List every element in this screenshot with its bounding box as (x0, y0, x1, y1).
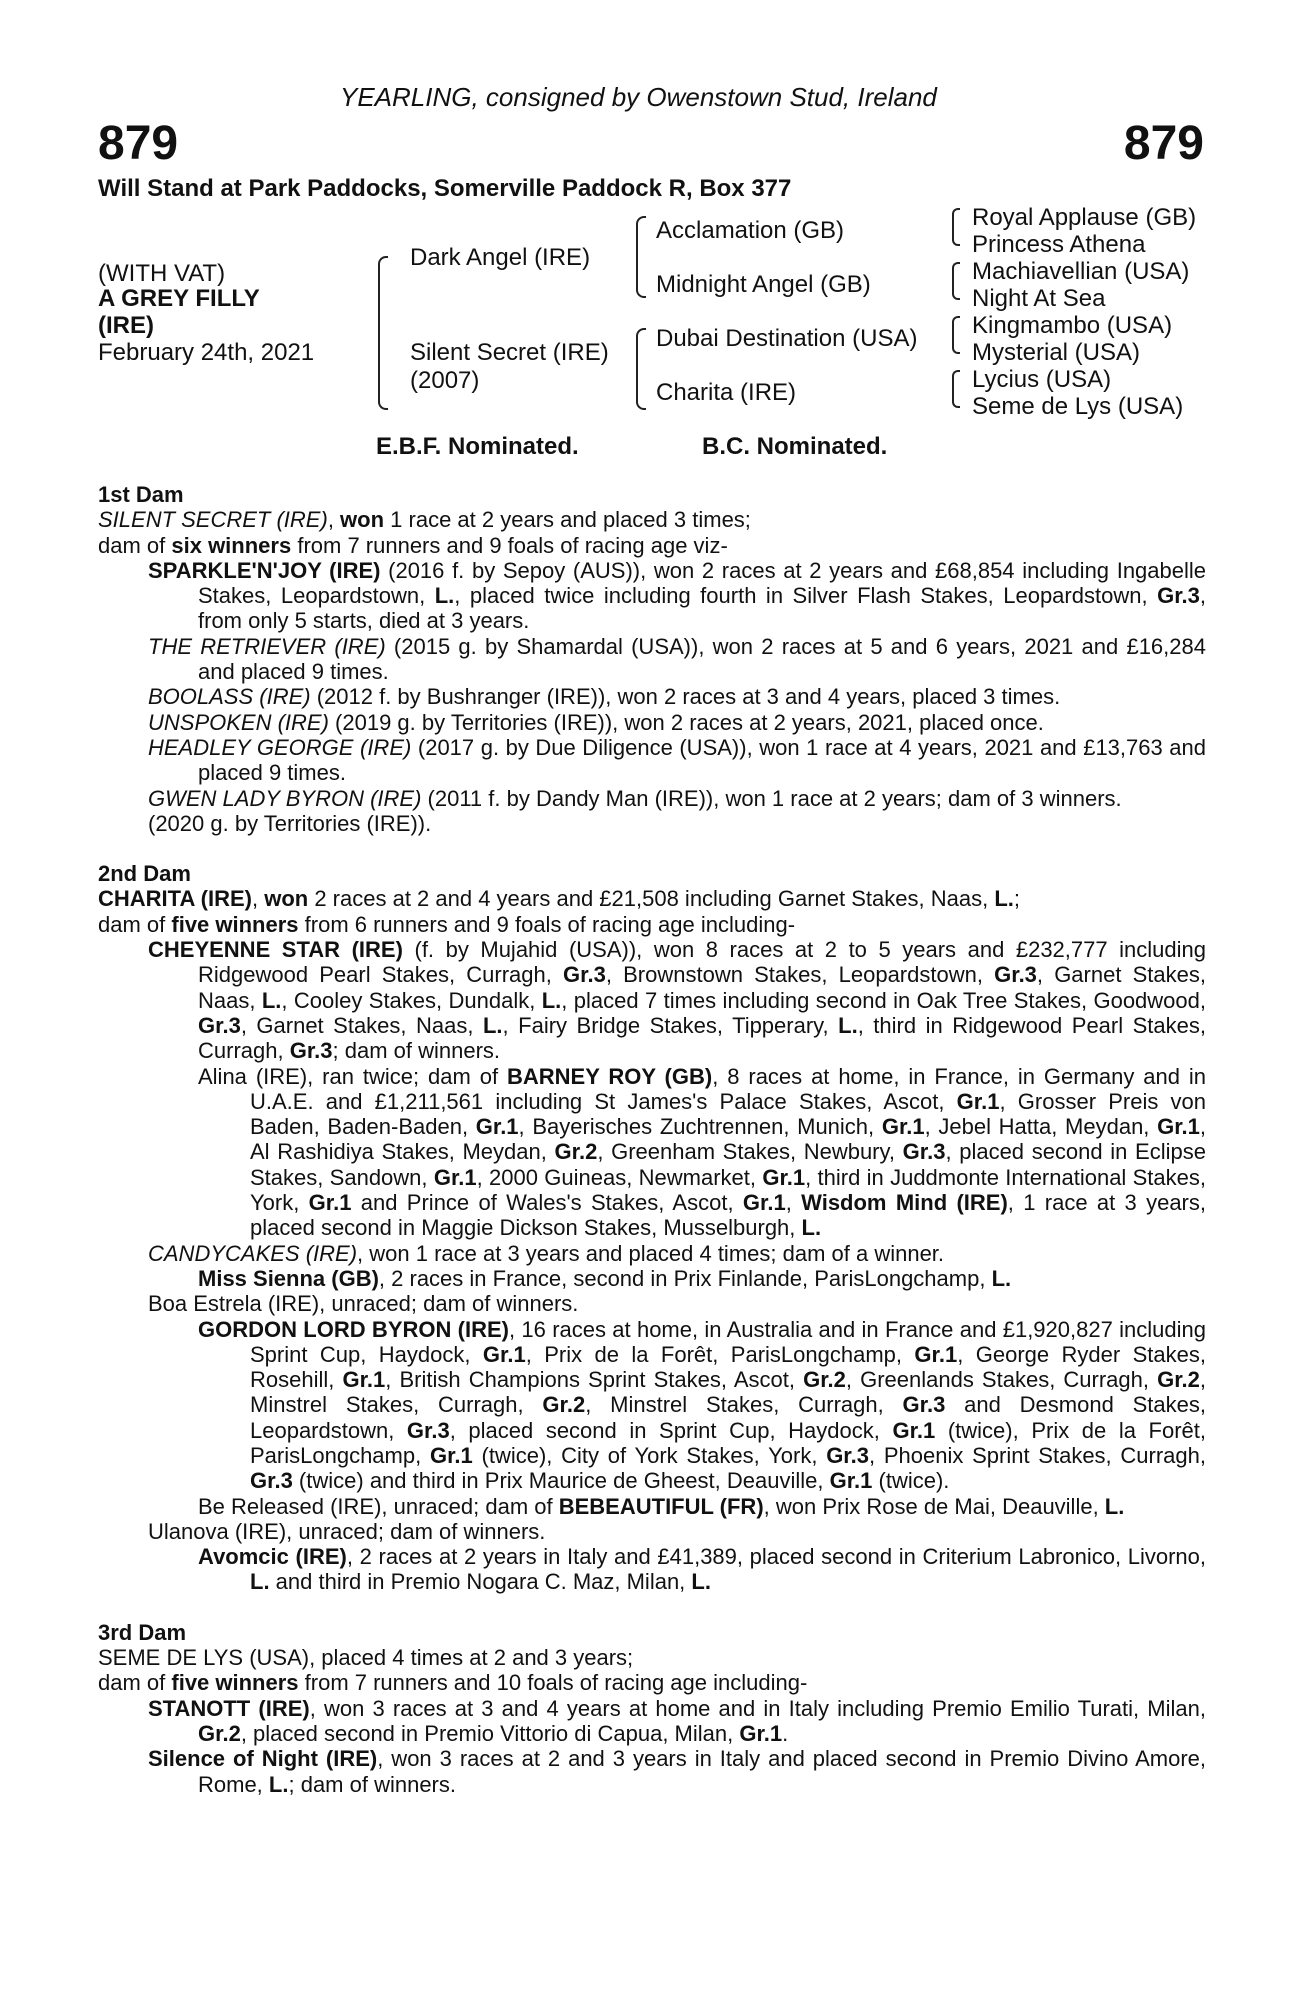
text-run: , Bayerisches Zuchtrennen, Munich, (518, 1114, 882, 1140)
retriever-name: THE RETRIEVER (IRE) (148, 633, 386, 659)
text-run: and third in Premio Nogara C. Maz, Milan, (269, 1569, 692, 1595)
foal-2020-entry: (2020 g. by Territories (IRE)). (148, 810, 432, 836)
text-run: (twice) and third in Prix Maurice de Gheest, Deauville, (292, 1468, 830, 1494)
gen3-7: Lycius (USA) (972, 366, 1112, 393)
gen2-dam-dam: Charita (IRE) (656, 379, 797, 406)
boa-entry (98, 1291, 1206, 1316)
third-dam-heading: 3rd Dam (98, 1619, 187, 1645)
headley-text: (2017 g. by Due Diligence (USA)), won 1 race at 4 years, 2021 and £13,763 and placed 9 times. (198, 734, 1206, 786)
text-run: Wisdom Mind (IRE) (801, 1190, 1008, 1216)
vat-note: (WITH VAT) (98, 260, 226, 287)
text-run: Gr.1 (429, 1442, 473, 1468)
first-dam-summary (98, 507, 1206, 532)
text-run: Gr.1 (829, 1468, 873, 1494)
dam1-sep: , (327, 507, 341, 533)
text-run: , Brownstown Stakes, Leopardstown, (605, 962, 995, 988)
unspoken-text: (2019 g. by Territories (IRE)), won 2 races at 2 years, 2021, placed once. (328, 709, 1044, 735)
text-run: Gr.3 (994, 962, 1037, 988)
text-run: Gr.1 (433, 1164, 477, 1190)
dam2-end: ; (1013, 886, 1020, 912)
text-run: (twice). (872, 1468, 950, 1494)
sire-name: Dark Angel (IRE) (410, 244, 591, 271)
text-run: Gr.1 (482, 1341, 526, 1367)
text-run: , Minstrel Stakes, Curragh, (250, 1367, 1207, 1418)
dam1-name: SILENT SECRET (IRE) (98, 507, 328, 533)
text-run: Gr.1 (892, 1417, 936, 1443)
text-run: Gr.1 (739, 1720, 783, 1746)
date-of-birth: February 24th, 2021 (98, 339, 315, 366)
sale-subtitle: YEARLING, consigned by Owenstown Stud, Ireland (340, 82, 937, 112)
text-run: L. (250, 1569, 270, 1595)
boolass-entry (98, 684, 1206, 709)
text-run: , won 3 races at 3 and 4 years at home and in Italy including Premio Emilio Turati, Milan, (309, 1695, 1206, 1721)
brace-gen3-1 (952, 208, 960, 246)
stanott-entry (98, 1696, 1206, 1747)
dam2-runners: from 6 runners and 9 foals of racing age including- (298, 911, 796, 937)
brace-dam (636, 328, 646, 410)
text-run: , British Champions Sprint Stakes, Ascot, (385, 1367, 804, 1393)
text-run: Gr.2 (542, 1392, 586, 1418)
text-run: , Jebel Hatta, Meydan, (924, 1114, 1158, 1140)
text-run: L. (482, 1012, 503, 1038)
text-run: five winners (171, 1670, 299, 1696)
text-run: , 2000 Guineas, Newmarket, (476, 1164, 763, 1190)
sparkle-text3: , from only 5 starts, died at 3 years. (198, 583, 1207, 634)
text-run: STANOTT (IRE) (148, 1695, 310, 1721)
first-dam-produce (98, 533, 1206, 558)
text-run: Gr.3 (826, 1442, 869, 1468)
brace-gen3-4 (952, 370, 960, 408)
text-run: CANDYCAKES (IRE) (148, 1240, 358, 1266)
dam2-sep: , (251, 886, 265, 912)
text-run: L. (268, 1771, 289, 1797)
text-run: Gr.1 (742, 1190, 786, 1216)
text-run: Gr.2 (1157, 1367, 1200, 1393)
text-run: , won 1 race at 3 years and placed 4 times; dam of a winner. (357, 1240, 945, 1266)
text-run: , won 3 races at 2 and 3 years in Italy and placed second in Premio Divino Amore, Rome, (198, 1746, 1206, 1797)
text-run: , 16 races at home, in Australia and in France and £1,920,827 including Sprint Cup, Haydock, (250, 1316, 1206, 1367)
brace-sire (636, 216, 646, 298)
brace-gen3-3 (952, 316, 960, 354)
text-run: , George Ryder Stakes, Rosehill, (250, 1341, 1206, 1393)
text-run: BARNEY ROY (GB) (506, 1063, 713, 1089)
second-dam-produce (98, 912, 1206, 937)
text-run: Gr.3 (289, 1038, 333, 1064)
text-run: L. (838, 1012, 858, 1038)
gen2-dam-sire: Dubai Destination (USA) (656, 325, 918, 352)
text-run: Boa Estrela (IRE), unraced; dam of winners. (148, 1291, 579, 1317)
dam-year: (2007) (410, 367, 480, 394)
text-run: L. (991, 1265, 1012, 1291)
text-run: and Prince of Wales's Stakes, Ascot, (351, 1190, 743, 1216)
gen2-sire-sire: Acclamation (GB) (656, 217, 845, 244)
stand-location: Will Stand at Park Paddocks, Somerville Paddock R, Box 377 (98, 175, 792, 202)
gen3-1: Royal Applause (GB) (972, 204, 1197, 231)
silence-entry (98, 1746, 1206, 1797)
headley-entry (98, 735, 1206, 786)
text-run: Ulanova (IRE), unraced; dam of winners. (148, 1518, 546, 1544)
brace-main-top (378, 256, 388, 342)
text-run: Gr.1 (956, 1088, 1000, 1114)
text-run: , placed second in Eclipse Stakes, Sandown, (250, 1139, 1206, 1190)
gwen-entry (98, 786, 1206, 811)
gen3-2: Princess Athena (972, 231, 1146, 258)
dam2-winners: five winners (171, 911, 299, 937)
gen3-8: Seme de Lys (USA) (972, 393, 1184, 420)
text-run: BEBEAUTIFUL (FR) (558, 1493, 764, 1519)
third-dam-summary: SEME DE LYS (USA), placed 4 times at 2 and 3 years; (98, 1645, 634, 1671)
sparkle-grade1: L. (434, 583, 455, 609)
text-run: , placed second in Sprint Cup, Haydock, (449, 1417, 893, 1443)
text-run: L. (541, 987, 562, 1013)
text-run: , 2 races at 2 years in Italy and £41,389, placed second in Criterium Labronico, Livorno, (346, 1544, 1207, 1570)
text-run: Gr.3 (250, 1468, 293, 1494)
dam2-grade: L. (994, 886, 1014, 912)
dam1-record: 1 race at 2 years and placed 3 times; (384, 507, 751, 533)
text-run: Gr.1 (308, 1190, 352, 1216)
lot-number-left: 879 (98, 117, 179, 170)
text-run: , Cooley Stakes, Dundalk, (281, 987, 542, 1013)
second-dam-heading: 2nd Dam (98, 861, 191, 887)
bc-nomination: B.C. Nominated. (702, 433, 888, 460)
text-run: ; dam of winners. (332, 1038, 501, 1064)
gen3-6: Mysterial (USA) (972, 339, 1141, 366)
text-run: (f. by Mujahid (USA)), won 8 races at 2 to 5 years and £232,777 including Ridgewood Pearl Stakes, Curragh, (198, 937, 1206, 988)
text-run: , Garnet Stakes, Naas, (240, 1012, 483, 1038)
dam2-record: 2 races at 2 and 4 years and £21,508 including Garnet Stakes, Naas, (308, 886, 995, 912)
text-run: , Garnet Stakes, Naas, (198, 962, 1206, 1013)
gen3-3: Machiavellian (USA) (972, 258, 1190, 285)
gen2-sire-dam: Midnight Angel (GB) (656, 271, 871, 298)
text-run: Gr.1 (342, 1367, 386, 1393)
sparkle-text1: (2016 f. by Sepoy (AUS)), won 2 races at 2 years and £68,854 including Ingabelle Stakes, Leopardstown, (198, 557, 1207, 609)
text-run: . (782, 1720, 789, 1746)
dam1-runners: from 7 runners and 9 foals of racing age viz- (291, 532, 728, 558)
text-run: Gr.1 (475, 1114, 519, 1140)
second-dam-summary (98, 886, 1206, 911)
boolass-name: BOOLASS (IRE) (148, 684, 311, 710)
text-run: , Prix de la Forêt, ParisLongchamp, (525, 1341, 915, 1367)
text-run: GORDON LORD BYRON (IRE) (198, 1316, 510, 1342)
avomcic-entry (98, 1544, 1206, 1595)
text-run: , Greenham Stakes, Newbury, (597, 1139, 903, 1165)
produce-record (98, 482, 1206, 1797)
gen3-4: Night At Sea (972, 285, 1106, 312)
text-run: Gr.1 (1157, 1114, 1200, 1140)
lot-number-right: 879 (1123, 117, 1204, 170)
text-run: , third in Juddmonte International Stakes, York, (250, 1164, 1206, 1216)
text-run: L. (1104, 1493, 1125, 1519)
text-run: , Greenlands Stakes, Curragh, (845, 1367, 1158, 1393)
text-run: Gr.2 (554, 1139, 598, 1165)
brace-gen3-2 (952, 262, 960, 300)
text-run: Silence of Night (IRE) (148, 1746, 378, 1772)
text-run: Gr.2 (803, 1367, 846, 1393)
text-run: ; dam of winners. (288, 1771, 456, 1797)
text-run: Gr.1 (762, 1164, 806, 1190)
retriever-entry (98, 634, 1206, 685)
text-run: Avomcic (IRE) (198, 1544, 347, 1570)
lot-name-line2: (IRE) (98, 312, 154, 339)
headley-name: HEADLEY GEORGE (IRE) (148, 734, 412, 760)
gen3-5: Kingmambo (USA) (972, 312, 1173, 339)
spacer (98, 1595, 1206, 1620)
sparkle-text2: , placed twice including fourth in Silver Flash Stakes, Leopardstown, (454, 583, 1158, 609)
ebf-nomination: E.B.F. Nominated. (376, 433, 579, 460)
text-run: (twice), City of York Stakes, York, (472, 1442, 827, 1468)
bereleased-entry (98, 1494, 1206, 1519)
alina-entry (98, 1064, 1206, 1241)
text-run: Gr.2 (198, 1720, 241, 1746)
retriever-text: (2015 g. by Shamardal (USA)), won 2 races at 5 and 6 years, 2021 and £16,284 and placed 9 times. (198, 633, 1206, 685)
cheyenne-entry (98, 937, 1206, 1063)
third-dam-produce (98, 1670, 1206, 1695)
sienna-entry (98, 1266, 1206, 1291)
text-run: Alina (IRE), ran twice; dam of (198, 1063, 507, 1089)
text-run: Gr.3 (902, 1392, 946, 1418)
first-dam-heading: 1st Dam (98, 482, 184, 507)
text-run: , placed second in Premio Vittorio di Capua, Milan, (240, 1720, 740, 1746)
gwen-text: (2011 f. by Dandy Man (IRE)), won 1 race at 2 years; dam of 3 winners. (421, 785, 1122, 811)
dam2-name: CHARITA (IRE) (98, 886, 252, 912)
candycakes-entry (98, 1241, 1206, 1266)
text-run: , Al Rashidiya Stakes, Meydan, (250, 1114, 1207, 1165)
dam-name: Silent Secret (IRE) (410, 339, 609, 366)
text-run: Gr.1 (881, 1114, 925, 1140)
sparkle-entry (98, 558, 1206, 634)
text-run: dam of (98, 1670, 172, 1696)
unspoken-name: UNSPOKEN (IRE) (148, 709, 329, 735)
dam1-winners: six winners (171, 532, 292, 558)
sparkle-name: SPARKLE'N'JOY (IRE) (148, 557, 381, 583)
sparkle-grade2: Gr.3 (1157, 583, 1200, 609)
text-run: Be Released (IRE), unraced; dam of (198, 1493, 559, 1519)
text-run: L. (801, 1215, 822, 1241)
text-run: Miss Sienna (GB) (198, 1265, 379, 1291)
text-run: L. (691, 1569, 711, 1595)
brace-main-bottom (378, 340, 388, 410)
dam2-dam-of: dam of (98, 911, 172, 937)
gordon-entry (98, 1317, 1206, 1494)
text-run: and Desmond Stakes, Leopardstown, (250, 1392, 1206, 1443)
text-run: , won Prix Rose de Mai, Deauville, (763, 1493, 1105, 1519)
text-run: , Fairy Bridge Stakes, Tipperary, (502, 1012, 839, 1038)
text-run: Gr.3 (198, 1012, 241, 1038)
dam1-dam-of: dam of (98, 532, 172, 558)
unspoken-entry (98, 710, 1206, 735)
spacer (98, 836, 1206, 861)
gwen-name: GWEN LADY BYRON (IRE) (148, 785, 422, 811)
text-run: from 7 runners and 10 foals of racing age including- (298, 1670, 808, 1696)
text-run: , (785, 1190, 802, 1216)
text-run: Gr.3 (406, 1417, 450, 1443)
text-run: , placed 7 times including second in Oak Tree Stakes, Goodwood, (561, 987, 1206, 1013)
text-run: , 1 race at 3 years, placed second in Maggie Dickson Stakes, Musselburgh, (250, 1190, 1206, 1241)
text-run: Gr.3 (902, 1139, 946, 1165)
text-run: , Minstrel Stakes, Curragh, (585, 1392, 903, 1418)
dam2-won: won (264, 886, 309, 912)
text-run: , Phoenix Sprint Stakes, Curragh, (869, 1442, 1207, 1468)
dam1-won: won (340, 507, 385, 533)
text-run: Gr.1 (914, 1341, 958, 1367)
text-run: , Grosser Preis von Baden, Baden-Baden, (250, 1088, 1207, 1140)
text-run: L. (261, 987, 282, 1013)
text-run: (twice), Prix de la Forêt, ParisLongchamp, (250, 1417, 1206, 1468)
text-run: , 8 races at home, in France, in Germany and in U.A.E. and £1,211,561 including St James's Palace Stakes, Ascot, (250, 1063, 1207, 1114)
text-run: , third in Ridgewood Pearl Stakes, Curragh, (198, 1012, 1206, 1064)
lot-name-line1: A GREY FILLY (98, 285, 260, 312)
text-run: Gr.3 (563, 962, 606, 988)
text-run: CHEYENNE STAR (IRE) (148, 937, 403, 963)
boolass-text: (2012 f. by Bushranger (IRE)), won 2 races at 3 and 4 years, placed 3 times. (310, 684, 1061, 710)
ulanova-entry (98, 1519, 1206, 1544)
text-run: , 2 races in France, second in Prix Finlande, ParisLongchamp, (378, 1265, 992, 1291)
